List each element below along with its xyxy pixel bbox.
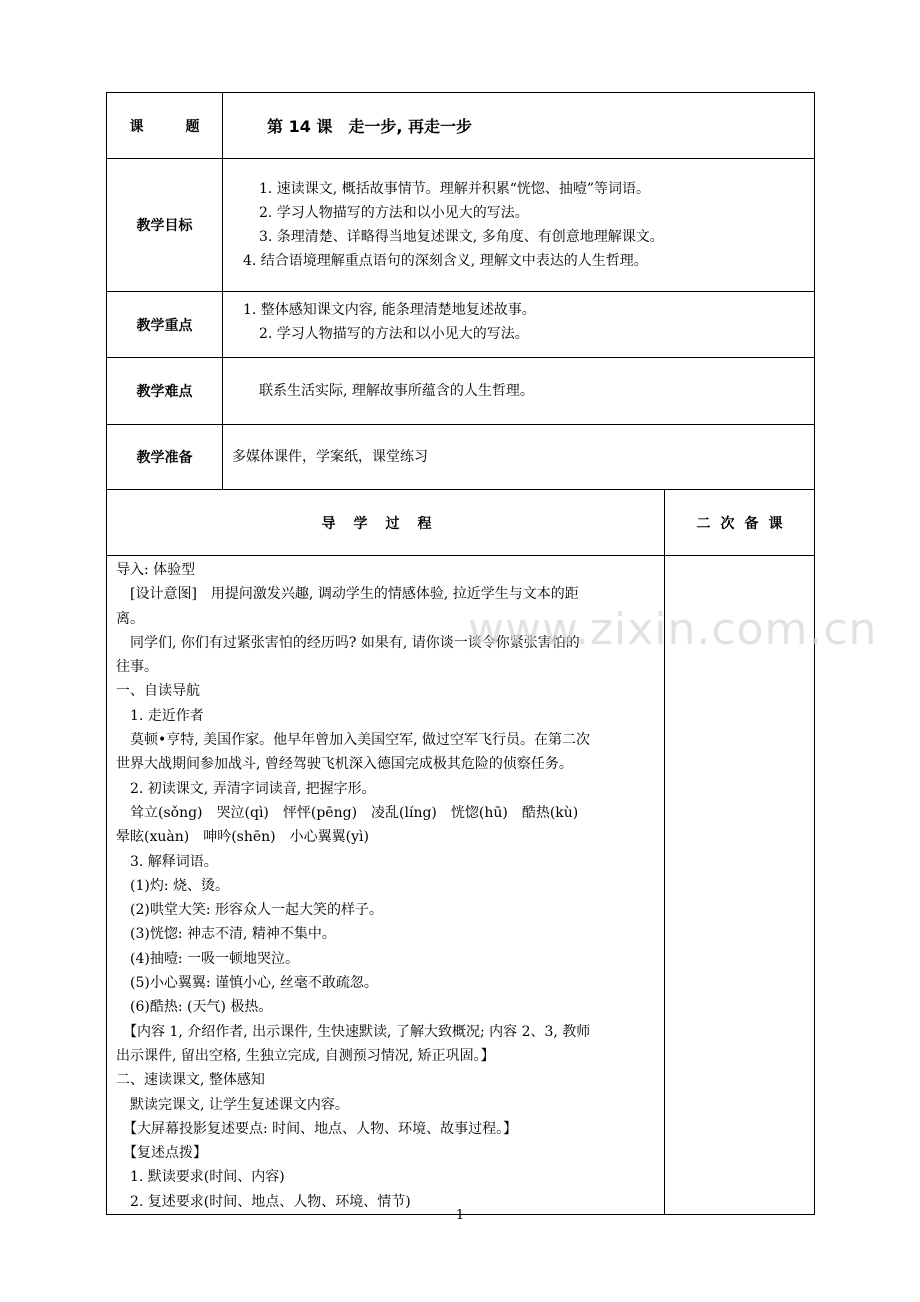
objective-item: 3. 条理清楚、详略得当地复述课文, 多角度、有创意地理解课文。: [259, 229, 664, 245]
process-line: 导入: 体验型: [116, 562, 196, 578]
process-line: (5)小心翼翼: 谨慎小心, 丝毫不敢疏忽。: [116, 975, 378, 992]
topic-row: [107, 93, 815, 159]
objective-item: 1. 速读课文, 概括故事情节。理解并积累“恍惚、抽噎”等词语。: [259, 181, 651, 197]
process-line: 莫顿•亨特, 美国作家。他早年曾加入美国空军, 做过空军飞行员。在第二次: [116, 732, 591, 749]
second-preparation-header: 二次备课: [665, 490, 815, 556]
process-line: 晕眩(xuàn) 呻吟(shēn) 小心翼翼(yì): [116, 829, 369, 846]
objective-item: 4. 结合语境理解重点语句的深刻含义, 理解文中表达的人生哲理。: [243, 253, 648, 269]
process-line: 默读完课文, 让学生复述课文内容。: [116, 1096, 349, 1113]
process-line: (6)酷热: (天气) 极热。: [116, 999, 273, 1016]
process-line: (3)恍惚: 神志不清, 精神不集中。: [116, 926, 336, 943]
key-points-label: 教学重点: [107, 292, 223, 358]
key-points-row: [107, 292, 815, 358]
process-line: [设计意图] 用提问激发兴趣, 调动学生的情感体验, 拉近学生与文本的距: [116, 586, 579, 603]
key-point-item: 2. 学习人物描写的方法和以小见大的写法。: [259, 326, 529, 342]
process-line: 1. 默读要求(时间、内容): [116, 1169, 285, 1186]
objectives-label: 教学目标: [107, 159, 223, 292]
process-line: 2. 复述要求(时间、地点、人物、环境、情节): [116, 1193, 411, 1210]
topic-label: 课 题: [107, 93, 223, 159]
second-preparation-notes: [665, 556, 815, 1215]
process-line: 耸立(sǒng) 哭泣(qì) 怦怦(pēng) 凌乱(líng) 恍惚(hū) 酷热(kù): [116, 804, 579, 821]
objective-item: 2. 学习人物描写的方法和以小见大的写法。: [259, 205, 529, 221]
process-line: 3. 解释词语。: [116, 853, 218, 870]
process-line: 往事。: [116, 659, 158, 676]
key-points-content: [223, 292, 815, 358]
process-header-row: [107, 490, 815, 556]
process-line: 2. 初读课文, 弄清字词读音, 把握字形。: [116, 780, 376, 797]
process-line: 【内容 1, 介绍作者, 出示课件, 生快速默读, 了解大致概况; 内容 2、3, 教师: [116, 1023, 591, 1040]
process-line: 二、速读课文, 整体感知: [116, 1072, 265, 1089]
process-line: (4)抽噎: 一吸一顿地哭泣。: [116, 950, 299, 967]
lesson-plan-table: [106, 92, 815, 1215]
preparation-row: [107, 425, 815, 490]
process-row: [107, 556, 815, 1215]
process-header: 导学过程: [107, 490, 665, 556]
difficulties-text: 联系生活实际, 理解故事所蕴含的人生哲理。: [223, 358, 815, 425]
page-number: 1: [455, 1208, 465, 1223]
process-line: 离。: [116, 610, 144, 627]
process-line: (2)哄堂大笑: 形容众人一起大笑的样子。: [116, 902, 383, 919]
difficulties-label: 教学难点: [107, 358, 223, 425]
process-line: 【复述点拨】: [116, 1145, 207, 1162]
lesson-title: 第 14 课 走一步, 再走一步: [223, 93, 815, 159]
process-line: 世界大战期间参加战斗, 曾经驾驶飞机深入德国完成极其危险的侦察任务。: [116, 756, 573, 773]
watermark: www.zixin.com.cn: [468, 604, 878, 655]
process-line: 【大屏幕投影复述要点: 时间、地点、人物、环境、故事过程。】: [116, 1120, 518, 1137]
process-line: 1. 走近作者: [116, 707, 204, 724]
difficulties-row: [107, 358, 815, 425]
preparation-label: 教学准备: [107, 425, 223, 490]
preparation-text: 多媒体课件，学案纸，课堂练习: [223, 425, 815, 490]
process-line: 同学们, 你们有过紧张害怕的经历吗? 如果有, 请你谈一谈令你紧张害怕的: [116, 634, 580, 651]
objectives-row: [107, 159, 815, 292]
process-lines: [116, 558, 656, 1214]
process-content: [107, 556, 665, 1215]
process-line: 出示课件, 留出空格, 生独立完成, 自测预习情况, 矫正巩固。】: [116, 1047, 495, 1064]
process-line: (1)灼: 烧、烫。: [116, 877, 229, 894]
key-point-item: 1. 整体感知课文内容, 能条理清楚地复述故事。: [243, 302, 536, 318]
objectives-content: [223, 159, 815, 292]
process-line: 一、自读导航: [116, 683, 200, 700]
